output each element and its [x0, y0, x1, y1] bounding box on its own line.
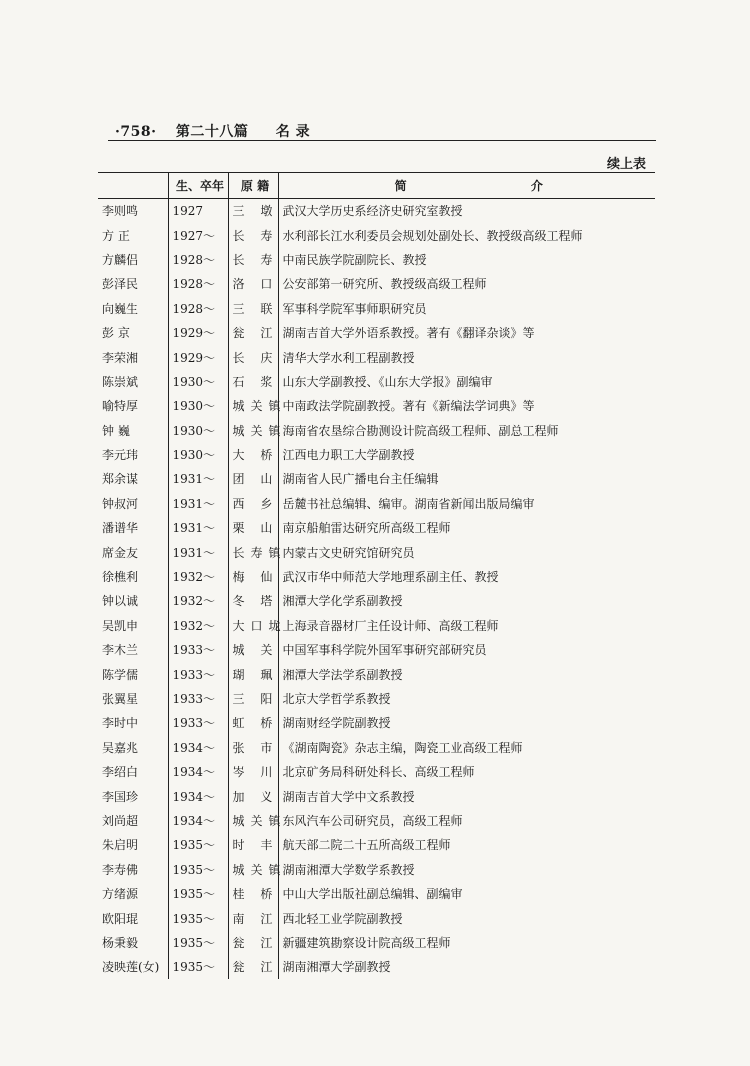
table-row	[98, 320, 655, 344]
origin: 长 寿	[228, 223, 278, 247]
table-row	[98, 247, 655, 271]
biography: 北京大学哲学系教授	[278, 686, 655, 710]
person-name: 方绪源	[102, 887, 139, 902]
origin: 加 义	[228, 784, 278, 808]
table-row	[98, 418, 655, 442]
person-name: 吴嘉兆	[102, 740, 139, 755]
origin: 瑚 珮	[228, 662, 278, 686]
continued-label: 续上表	[606, 157, 646, 172]
origin: 长寿镇	[228, 540, 278, 564]
table-row	[98, 638, 655, 662]
table-row	[98, 735, 655, 759]
person-name: 方麟侣	[102, 252, 139, 267]
person-name: 李寿佛	[102, 862, 139, 877]
birth-year: 1935～	[168, 833, 228, 857]
origin: 三 联	[228, 296, 278, 320]
biography: 上海录音器材厂主任设计师、高级工程师	[278, 613, 655, 637]
col-header-years: 生、卒年	[168, 173, 228, 199]
person-name: 徐樵利	[102, 570, 139, 585]
birth-year: 1934～	[168, 735, 228, 759]
biography: 东风汽车公司研究员，高级工程师	[278, 808, 655, 832]
person-name: 李绍白	[102, 765, 139, 780]
biography: 军事科学院军事师职研究员	[278, 296, 655, 320]
origin: 三 墩	[228, 199, 278, 223]
table-row	[98, 857, 655, 881]
biography: 武汉市华中师范大学地理系副主任、教授	[278, 564, 655, 588]
col-header-origin: 原 籍	[228, 173, 278, 199]
table-row	[98, 516, 655, 540]
birth-year: 1935～	[168, 857, 228, 881]
birth-year: 1933～	[168, 638, 228, 662]
birth-year: 1930～	[168, 394, 228, 418]
person-name: 朱启明	[102, 838, 139, 853]
table-row	[98, 833, 655, 857]
table-row	[98, 223, 655, 247]
birth-year: 1928～	[168, 272, 228, 296]
birth-year: 1931～	[168, 467, 228, 491]
person-name: 李元玮	[102, 448, 139, 463]
origin: 梅 仙	[228, 564, 278, 588]
origin: 大 桥	[228, 442, 278, 466]
origin: 洛 口	[228, 272, 278, 296]
birth-year: 1934～	[168, 808, 228, 832]
biography: 岳麓书社总编辑、编审。湖南省新闻出版局编审	[278, 491, 655, 515]
header-rule	[108, 140, 656, 141]
table-row	[98, 881, 655, 905]
birth-year: 1934～	[168, 759, 228, 783]
table-row	[98, 491, 655, 515]
birth-year: 1935～	[168, 881, 228, 905]
biography: 中国军事科学院外国军事研究部研究员	[278, 638, 655, 662]
origin: 冬 塔	[228, 589, 278, 613]
biography: 中山大学出版社副总编辑、副编审	[278, 881, 655, 905]
birth-year: 1929～	[168, 320, 228, 344]
page-header	[115, 121, 310, 141]
biography: 湖南省人民广播电台主任编辑	[278, 467, 655, 491]
table-row	[98, 345, 655, 369]
origin: 长 寿	[228, 247, 278, 271]
biography: 清华大学水利工程副教授	[278, 345, 655, 369]
person-name: 陈学儒	[102, 667, 139, 682]
biography: 新疆建筑勘察设计院高级工程师	[278, 930, 655, 954]
biography: 南京船舶雷达研究所高级工程师	[278, 516, 655, 540]
biography: 中南政法学院副教授。著有《新编法学词典》等	[278, 394, 655, 418]
biography: 湖南吉首大学中文系教授	[278, 784, 655, 808]
origin: 石 浆	[228, 369, 278, 393]
birth-year: 1933～	[168, 711, 228, 735]
biography: 江西电力职工大学副教授	[278, 442, 655, 466]
person-name: 向巍生	[102, 301, 139, 316]
origin: 城关镇	[228, 394, 278, 418]
biography: 水利部长江水利委员会规划处副处长、教授级高级工程师	[278, 223, 655, 247]
person-name: 潘谱华	[102, 521, 139, 536]
biography: 海南省农垦综合勘测设计院高级工程师、副总工程师	[278, 418, 655, 442]
table-row	[98, 199, 655, 223]
birth-year: 1935～	[168, 930, 228, 954]
origin: 团 山	[228, 467, 278, 491]
table-row	[98, 369, 655, 393]
birth-year: 1934～	[168, 784, 228, 808]
biography: 公安部第一研究所、教授级高级工程师	[278, 272, 655, 296]
birth-year: 1931～	[168, 516, 228, 540]
person-name: 彭泽民	[102, 277, 139, 292]
origin: 桂 桥	[228, 881, 278, 905]
table-row	[98, 564, 655, 588]
origin: 城关镇	[228, 857, 278, 881]
person-name: 李时中	[102, 716, 139, 731]
birth-year: 1932～	[168, 564, 228, 588]
origin: 瓮 江	[228, 955, 278, 979]
col-header-bio-b: 介	[530, 179, 543, 193]
biography: 中南民族学院副院长、教授	[278, 247, 655, 271]
table-row	[98, 759, 655, 783]
origin: 瓮 江	[228, 320, 278, 344]
person-name: 张翼星	[102, 692, 139, 706]
biography: 西北轻工业学院副教授	[278, 906, 655, 930]
roster-body	[98, 199, 655, 980]
biography: 湖南吉首大学外语系教授。著有《翻译杂谈》等	[278, 320, 655, 344]
origin: 岑 川	[228, 759, 278, 783]
table-row	[98, 930, 655, 954]
biography: 湖南湘潭大学数学系教授	[278, 857, 655, 881]
birth-year: 1928～	[168, 296, 228, 320]
birth-year: 1933～	[168, 686, 228, 710]
birth-year: 1935～	[168, 906, 228, 930]
person-name: 彭 京	[102, 326, 130, 341]
biography: 山东大学副教授、《山东大学报》副编审	[278, 369, 655, 393]
birth-year: 1930～	[168, 369, 228, 393]
origin: 城关镇	[228, 808, 278, 832]
biography: 内蒙古文史研究馆研究员	[278, 540, 655, 564]
birth-year: 1930～	[168, 418, 228, 442]
person-name: 席金友	[102, 545, 139, 560]
person-name: 李则鸣	[102, 204, 139, 219]
col-header-name	[98, 173, 168, 199]
origin: 长 庆	[228, 345, 278, 369]
birth-year: 1932～	[168, 613, 228, 637]
person-name: 吴凯申	[102, 618, 139, 633]
biography: 北京矿务局科研处科长、高级工程师	[278, 759, 655, 783]
table-row	[98, 589, 655, 613]
origin: 三 阳	[228, 686, 278, 710]
person-name: 刘尚超	[102, 813, 139, 828]
origin: 瓮 江	[228, 930, 278, 954]
biography: 湖南财经学院副教授	[278, 711, 655, 735]
origin: 张 市	[228, 735, 278, 759]
origin: 城 关	[228, 638, 278, 662]
person-name: 钟 巍	[102, 423, 130, 438]
person-name: 方 正	[102, 228, 130, 243]
origin: 西 乡	[228, 491, 278, 515]
table-row	[98, 784, 655, 808]
person-name: 李荣湘	[102, 350, 139, 365]
person-name: 钟叔河	[102, 496, 139, 511]
page-number: ·758·	[115, 124, 157, 140]
birth-year: 1935～	[168, 955, 228, 979]
birth-year: 1929～	[168, 345, 228, 369]
table-row	[98, 906, 655, 930]
chapter-title: 第二十八篇	[175, 124, 249, 140]
biography: 湘潭大学化学系副教授	[278, 589, 655, 613]
biography: 《湖南陶瓷》杂志主编，陶瓷工业高级工程师	[278, 735, 655, 759]
col-header-bio	[278, 173, 655, 199]
table-row	[98, 442, 655, 466]
section-title: 名 录	[275, 124, 311, 140]
biography: 湖南湘潭大学副教授	[278, 955, 655, 979]
table-row	[98, 613, 655, 637]
table-row	[98, 662, 655, 686]
biography: 武汉大学历史系经济史研究室教授	[278, 199, 655, 223]
origin: 大口垅	[228, 613, 278, 637]
table-row	[98, 272, 655, 296]
origin: 栗 山	[228, 516, 278, 540]
person-name: 郑余谋	[102, 472, 139, 487]
table-row	[98, 955, 655, 979]
table-row	[98, 686, 655, 710]
birth-year: 1927	[168, 199, 228, 223]
table-row	[98, 394, 655, 418]
birth-year: 1932～	[168, 589, 228, 613]
biography: 湘潭大学法学系副教授	[278, 662, 655, 686]
person-name: 钟以诚	[102, 594, 139, 609]
origin: 虹 桥	[228, 711, 278, 735]
roster-table	[98, 172, 655, 979]
birth-year: 1931～	[168, 491, 228, 515]
origin: 城关镇	[228, 418, 278, 442]
birth-year: 1931～	[168, 540, 228, 564]
person-name: 欧阳琨	[102, 911, 139, 926]
table-row	[98, 467, 655, 491]
table-row	[98, 296, 655, 320]
person-name: 杨秉毅	[102, 935, 139, 950]
birth-year: 1933～	[168, 662, 228, 686]
table-row	[98, 711, 655, 735]
origin: 时 丰	[228, 833, 278, 857]
origin: 南 江	[228, 906, 278, 930]
person-name: 喻特厚	[102, 399, 139, 414]
birth-year: 1930～	[168, 442, 228, 466]
birth-year: 1928～	[168, 247, 228, 271]
person-name: 凌映莲(女)	[102, 960, 160, 975]
table-row	[98, 540, 655, 564]
col-header-bio-a: 简	[394, 179, 407, 193]
table-row	[98, 808, 655, 832]
person-name: 李国珍	[102, 789, 139, 804]
person-name: 李木兰	[102, 643, 139, 658]
biography: 航天部二院二十五所高级工程师	[278, 833, 655, 857]
birth-year: 1927～	[168, 223, 228, 247]
person-name: 陈崇斌	[102, 374, 139, 389]
table-header-row	[98, 173, 655, 199]
